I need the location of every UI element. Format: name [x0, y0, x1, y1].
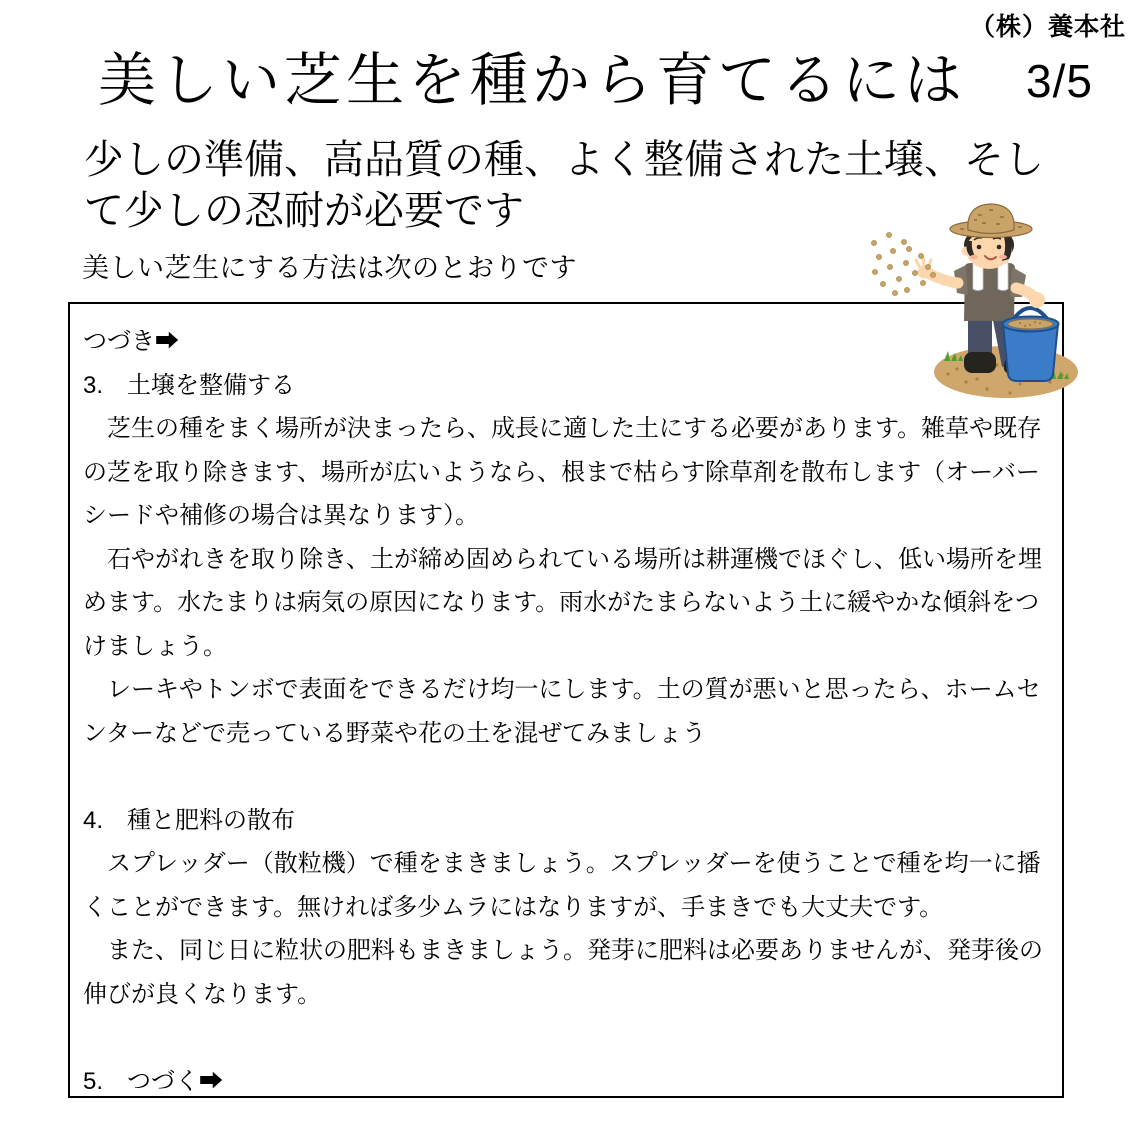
box-text-line: つづき➡: [83, 328, 179, 355]
box-text-line: レーキやトンボで表面をできるだけ均一にします。土の質が悪いと思ったら、ホームセ: [83, 676, 1041, 703]
intro-line: 美しい芝生にする方法は次のとおりです: [82, 253, 577, 283]
box-text-line: 芝生の種をまく場所が決まったら、成長に適した土にする必要があります。雑草や既存: [83, 415, 1042, 442]
box-text-line: くことができます。無ければ多少ムラにはなりますが、手まきでも大丈夫です。: [83, 893, 944, 921]
box-text-line: 5. つづく➡: [83, 1067, 224, 1095]
box-text-line: また、同じ日に粒状の肥料もまきましょう。発芽に肥料は必要ありませんが、発芽後の: [83, 937, 1043, 964]
farmer-sowing-illustration: [862, 193, 1092, 408]
company-name: （株）養本社: [969, 13, 1126, 41]
box-text-line: [83, 755, 1056, 799]
subtitle: 少しの準備、高品質の種、よく整備された土壌、そして少しの忍耐が必要です: [84, 137, 1044, 233]
box-text-line: めます。水たまりは病気の原因になります。雨水がたまらないよう土に緩やかな傾斜をつ: [83, 589, 1040, 616]
sowing-arm: [916, 258, 958, 283]
straw-hat: [950, 204, 1032, 238]
box-text-line: の芝を取り除きます、場所が広いようなら、根まで枯らす除草剤を散布します（オーバー: [83, 458, 1040, 486]
box-text-line: 3. 土壌を整備する: [83, 371, 296, 399]
box-text-line: シードや補修の場合は異なります）。: [83, 502, 479, 529]
box-text-line: 石やがれきを取り除き、土が締め固められている場所は耕運機でほぐし、低い場所を埋: [83, 545, 1043, 573]
box-text-line: スプレッダー（散粒機）で種をまきましょう。スプレッダーを使うことで種を均一に播: [83, 850, 1041, 877]
page-number: 3/5: [1026, 55, 1093, 107]
box-text-line: 4. 種と肥料の散布: [83, 806, 296, 834]
box-text-line: けましょう。: [83, 632, 227, 660]
scattered-seeds: [871, 232, 935, 295]
seed-bucket: [1003, 317, 1059, 382]
bucket-arm: [1016, 288, 1045, 308]
page-title: 美しい芝生を種から育てるには: [97, 48, 966, 113]
box-text-line: ンターなどで売っている野菜や花の土を混ぜてみましょう: [83, 719, 707, 747]
box-text-line: 伸びが良くなります。: [83, 980, 322, 1008]
box-text-line: [83, 1016, 1056, 1060]
content-box: [68, 302, 1064, 1098]
